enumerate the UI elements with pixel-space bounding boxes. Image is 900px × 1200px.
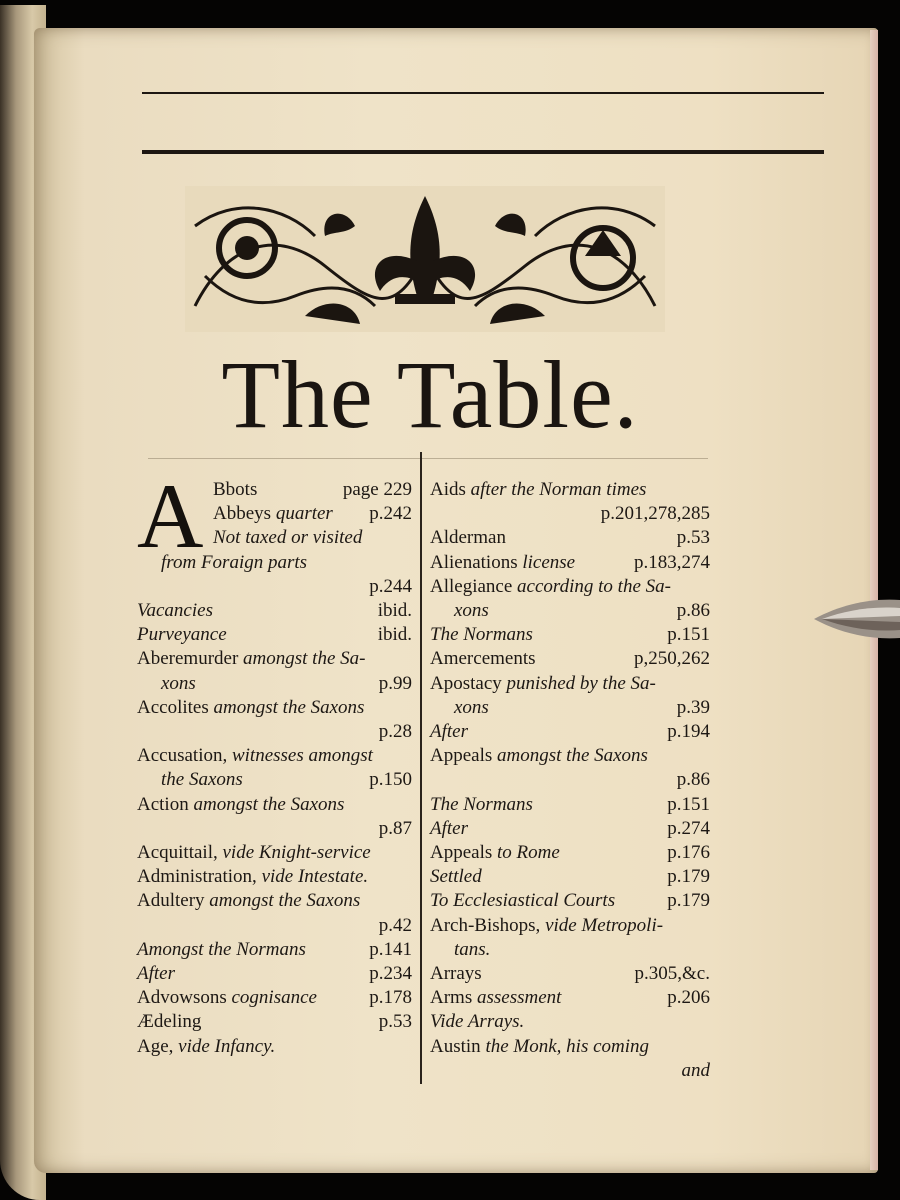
entry-head: The Normans	[430, 793, 533, 815]
entry-head: Purveyance	[137, 624, 227, 646]
entry-subheading: amongst the Sa-	[238, 648, 366, 670]
entry-head: Acquittail,	[137, 842, 218, 864]
index-entry	[430, 1035, 710, 1059]
entry-heading	[137, 1035, 275, 1059]
page-reference: p.176	[667, 842, 710, 864]
entry-head: Aberemurder	[137, 648, 239, 670]
header-divider	[148, 458, 708, 459]
entry-head: Administration,	[137, 866, 257, 888]
entry-heading	[137, 599, 213, 623]
entry-head: Action	[137, 793, 189, 815]
entry-head: Bbots	[213, 479, 258, 500]
page-reference: p.42	[378, 914, 412, 936]
index-entry	[430, 865, 710, 889]
entry-head: Accusation,	[137, 745, 228, 767]
index-entry	[137, 720, 412, 744]
entry-heading	[137, 623, 227, 647]
index-entry	[430, 575, 710, 599]
entry-subheading: vide Knight-service	[217, 842, 371, 864]
index-entry	[430, 599, 710, 623]
entry-subheading: amongst the Saxons	[492, 745, 648, 767]
entry-heading	[430, 962, 482, 986]
index-entry	[430, 1059, 710, 1083]
index-entry	[430, 914, 710, 938]
page-reference: and	[681, 1059, 710, 1081]
ornamental-headpiece	[185, 186, 665, 332]
index-entry	[137, 986, 412, 1010]
entry-heading	[430, 889, 615, 913]
index-entry	[430, 623, 710, 647]
entry-head: Aids	[430, 479, 466, 500]
index-entry	[430, 696, 710, 720]
page-reference: p.234	[369, 963, 412, 985]
entry-heading	[137, 865, 368, 889]
entry-heading	[137, 768, 243, 792]
entry-head: Arrays	[430, 963, 482, 985]
entry-head: Allegiance	[430, 575, 513, 597]
entry-heading	[430, 551, 575, 575]
entry-heading	[430, 986, 561, 1010]
entry-head: xons	[161, 672, 196, 694]
page-reference: p.151	[667, 624, 710, 646]
entry-subheading: vide Intestate.	[256, 866, 369, 888]
entry-heading	[430, 914, 663, 938]
entry-heading	[430, 1010, 524, 1034]
index-entry	[430, 744, 710, 768]
entry-heading	[430, 817, 468, 841]
index-entry	[137, 793, 412, 817]
index-entry	[430, 768, 710, 792]
entry-subheading: punished by the Sa-	[501, 672, 656, 694]
pointer-arrow-icon	[812, 596, 900, 642]
page-reference: p.53	[676, 527, 710, 549]
entry-head: xons	[454, 696, 489, 718]
index-entry	[137, 938, 412, 962]
entry-head: tans.	[454, 938, 491, 960]
entry-head: The Normans	[430, 624, 533, 646]
entry-heading	[430, 647, 536, 671]
page-reference: p.87	[378, 817, 412, 839]
page-reference: p.201,278,285	[600, 503, 710, 525]
index-entry	[137, 817, 412, 841]
index-entry	[137, 599, 412, 623]
column-divider	[420, 452, 422, 1084]
entry-subheading: cognisance	[226, 987, 317, 1009]
entry-heading	[430, 575, 671, 599]
entry-subheading: the Monk, his coming	[480, 1035, 650, 1057]
entry-subheading: amongst the Saxons	[204, 890, 361, 912]
index-entry	[137, 575, 412, 599]
entry-heading	[137, 744, 373, 768]
entry-subheading: according to the Sa-	[512, 575, 671, 597]
entry-head: Appeals	[430, 745, 493, 767]
entry-heading	[430, 793, 533, 817]
entry-head: Abbeys	[213, 503, 272, 525]
page-reference: p.274	[667, 817, 710, 839]
page-reference: page 229	[342, 479, 412, 500]
index-column-left	[137, 478, 412, 1059]
page-reference: ibid.	[377, 600, 412, 622]
entry-subheading: amongst the Saxons	[188, 793, 345, 815]
index-entry	[430, 672, 710, 696]
entry-head: Arms	[430, 987, 473, 1009]
index-entry	[137, 962, 412, 986]
entry-head: Advowsons	[137, 987, 227, 1009]
index-entry	[137, 696, 412, 720]
entry-subheading: license	[517, 551, 576, 573]
page-reference: p.151	[667, 793, 710, 815]
page-reference: p.86	[676, 600, 710, 622]
drop-capital: A	[137, 465, 204, 567]
index-entry	[430, 986, 710, 1010]
entry-subheading: vide Infancy.	[173, 1035, 276, 1057]
index-entry	[137, 1035, 412, 1059]
index-entry	[430, 502, 710, 526]
entry-heading	[430, 865, 482, 889]
entry-head: After	[430, 817, 468, 839]
page-reference: p.39	[676, 696, 710, 718]
entry-head: Alienations	[430, 551, 518, 573]
page-reference: p.178	[369, 987, 412, 1009]
index-entry	[137, 647, 412, 671]
index-entry	[430, 962, 710, 986]
index-entry	[430, 1010, 710, 1034]
entry-head: Vide Arrays.	[430, 1011, 525, 1033]
page-reference: p.28	[378, 721, 412, 743]
entry-heading	[430, 478, 646, 502]
page-reference: p,250,262	[634, 648, 710, 670]
index-entry	[137, 502, 412, 526]
entry-heading	[430, 623, 533, 647]
index-entry	[137, 526, 412, 550]
entry-heading	[430, 744, 648, 768]
entry-heading	[430, 526, 506, 550]
page-reference: p.141	[369, 938, 412, 960]
entry-heading	[137, 1010, 201, 1034]
entry-head: Not taxed or visited	[213, 527, 363, 549]
index-entry	[430, 889, 710, 913]
top-rule-thin	[142, 92, 824, 94]
index-entry	[430, 793, 710, 817]
index-entry	[137, 478, 412, 502]
index-entry	[137, 551, 412, 575]
entry-head: Alderman	[430, 527, 506, 549]
entry-subheading: vide Metropoli-	[540, 914, 664, 936]
entry-heading	[137, 962, 175, 986]
entry-heading	[430, 938, 490, 962]
entry-heading	[137, 478, 257, 502]
entry-head: the Saxons	[161, 769, 243, 791]
index-entry	[137, 1010, 412, 1034]
page-reference: ibid.	[377, 624, 412, 646]
entry-heading	[430, 696, 489, 720]
page-reference: p.53	[378, 1011, 412, 1033]
entry-heading	[137, 551, 307, 575]
entry-head: Settled	[430, 866, 482, 888]
entry-head: Amongst the Normans	[137, 938, 306, 960]
entry-heading	[430, 720, 468, 744]
entry-heading	[430, 599, 489, 623]
entry-heading	[137, 647, 365, 671]
entry-head: xons	[454, 600, 489, 622]
page-reference: p.179	[667, 890, 710, 912]
page-reference: p.179	[667, 866, 710, 888]
index-entry	[430, 841, 710, 865]
page-reference: p.206	[667, 987, 710, 1009]
entry-head: Ædeling	[137, 1011, 202, 1033]
index-entry	[137, 914, 412, 938]
entry-heading	[430, 672, 656, 696]
index-entry	[430, 938, 710, 962]
entry-head: Vacancies	[137, 600, 213, 622]
index-entry	[137, 865, 412, 889]
index-entry	[430, 720, 710, 744]
entry-head: To Ecclesiastical Courts	[430, 890, 616, 912]
index-entry	[430, 526, 710, 550]
index-entry	[430, 647, 710, 671]
entry-heading	[137, 526, 362, 550]
entry-head: Apostacy	[430, 672, 502, 694]
entry-heading	[137, 889, 360, 913]
index-column-right	[430, 478, 710, 1083]
entry-heading	[430, 1035, 649, 1059]
entry-heading	[137, 696, 364, 720]
index-entry	[137, 889, 412, 913]
index-entry	[430, 817, 710, 841]
entry-heading	[137, 841, 371, 865]
page-reference: p.99	[378, 672, 412, 694]
page-title: The Table.	[221, 341, 639, 448]
entry-heading	[137, 672, 196, 696]
entry-subheading: assessment	[472, 987, 562, 1009]
index-entry	[430, 551, 710, 575]
entry-heading	[137, 938, 306, 962]
entry-head: Accolites	[137, 696, 209, 718]
index-entry	[430, 478, 710, 502]
top-rule-thick	[142, 150, 824, 154]
entry-head: After	[430, 721, 468, 743]
entry-head: After	[137, 963, 175, 985]
page-reference: p.86	[676, 769, 710, 791]
index-entry	[137, 768, 412, 792]
page-reference: p.244	[369, 575, 412, 597]
page-reference: p.183,274	[634, 551, 710, 573]
entry-head: Arch-Bishops,	[430, 914, 541, 936]
entry-head: Age,	[137, 1035, 174, 1057]
entry-heading	[137, 502, 333, 526]
index-entry	[137, 744, 412, 768]
page-reference: p.305,&c.	[634, 963, 710, 985]
entry-subheading: amongst the Saxons	[208, 696, 365, 718]
entry-head: Adultery	[137, 890, 205, 912]
entry-head: from Foraign parts	[161, 551, 308, 573]
entry-head: Amercements	[430, 648, 536, 670]
page-reference: p.194	[667, 721, 710, 743]
index-entry	[137, 623, 412, 647]
entry-heading	[137, 986, 317, 1010]
entry-subheading: witnesses amongst	[227, 745, 373, 767]
entry-head: Austin	[430, 1035, 481, 1057]
index-entry	[137, 841, 412, 865]
page-reference: p.242	[369, 503, 412, 525]
entry-subheading: quarter	[271, 503, 333, 525]
index-entry	[137, 672, 412, 696]
entry-heading	[430, 841, 560, 865]
entry-subheading: after the Norman times	[465, 479, 647, 500]
entry-head: Appeals	[430, 842, 493, 864]
entry-heading	[137, 793, 344, 817]
entry-subheading: to Rome	[492, 842, 560, 864]
page-reference: p.150	[369, 769, 412, 791]
